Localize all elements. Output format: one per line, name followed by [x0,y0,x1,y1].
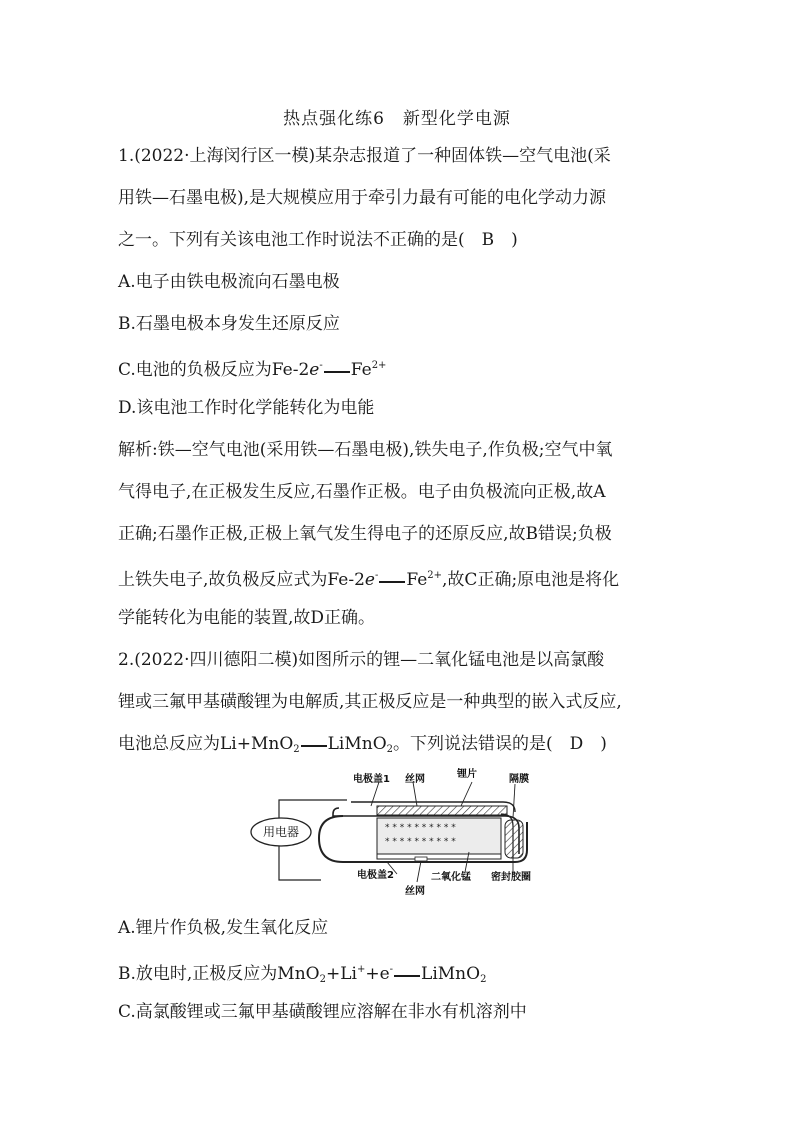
label-mesh-top: 丝网 [405,774,425,785]
q1-option-b: B.石墨电极本身发生还原反应 [118,314,340,334]
charge: - [319,360,323,371]
q2-option-b [118,958,688,992]
q1-stem-line3: 之一。下列有关该电池工作时说法不正确的是( B ) [118,230,518,250]
q1-analysis-line2: 气得电子,在正极发生反应,石墨作正极。电子由负极流向正极,故A [118,482,606,502]
q2-stem-line3 [118,732,688,762]
equals-sign [379,571,405,583]
equals-sign [394,965,420,977]
device-label: 用电器 [262,825,300,839]
charge: - [389,964,394,975]
charge: 2+ [427,570,443,581]
q2-option-c: C.高氯酸锂或三氟甲基磺酸锂应溶解在非水有机溶剂中 [118,1002,527,1022]
q1-analysis-line1: 解析:铁—空气电池(采用铁—石墨电极),铁失电子,作负极;空气中氧 [118,440,613,460]
lithium-sheet [377,806,507,815]
charge: 2+ [371,360,387,371]
stem-text: 电池总反应为Li+MnO [118,734,294,754]
leader-line [417,861,421,882]
electron-symbol: e [309,360,320,380]
subscript: 2 [293,744,300,755]
q1-option-c-text: C.电池的负极反应为Fe-2 [118,360,310,380]
leader-line [513,784,515,818]
charge: + [356,964,366,975]
analysis-text: ,故C正确;原电池是将化 [442,570,620,590]
label-li: 锂片 [457,769,477,780]
equals-sign [324,361,350,373]
q2-stem-line1: 2.(2022·四川德阳二模)如图所示的锂—二氧化锰电池是以高氯酸 [118,650,605,670]
formula: +e [365,964,390,984]
formula: +Li [325,964,357,984]
q1-stem-line2: 用铁—石墨电极),是大规模应用于牵引力最有可能的电化学动力源 [118,188,607,208]
label-mno2: 二氧化锰 [431,872,471,883]
subscript: 2 [386,744,394,755]
q1-stem-line1: 1.(2022·上海闵行区一模)某杂志报道了一种固体铁—空气电池(采 [118,146,611,166]
sealing-ring [505,820,523,858]
q2-stem-line2: 锂或三氟甲基磺酸锂为电解质,其正极反应是一种典型的嵌入式反应, [118,692,622,712]
stem-text: 。下列说法错误的是( D ) [393,734,607,754]
battery-diagram-svg [247,768,547,900]
subscript: 2 [480,974,487,985]
q1-analysis-line4 [118,564,688,592]
bottom-mesh-gap [415,857,427,861]
formula: LiMnO [421,964,481,984]
formula: LiMnO [327,734,387,754]
q1-option-d: D.该电池工作时化学能转化为电能 [118,398,375,418]
label-seal: 密封胶圈 [491,872,531,883]
label-mesh-bottom: 丝网 [405,886,425,897]
formula: Fe [350,360,372,380]
page-title: 热点强化练6 新型化学电源 [283,109,511,129]
label-cap2: 电极盖2 [357,870,394,881]
battery-diagram [247,768,547,900]
svg-text:* * * * * * * * * *: * * * * * * * * * * [385,823,456,833]
circuit-wire [247,774,333,808]
svg-text:* * * * * * * * * *: * * * * * * * * * * [385,837,456,847]
q1-option-a: A.电子由铁电极流向石墨电极 [118,272,340,292]
q1-analysis-line3: 正确;石墨作正极,正极上氧气发生得电子的还原反应,故B错误;负极 [118,524,612,544]
charge: - [374,570,379,581]
q2-option-a: A.锂片作负极,发生氧化反应 [118,918,329,938]
analysis-text: 上铁失电子,故负极反应式为Fe-2 [118,570,365,590]
electron-symbol: e [364,570,375,590]
label-cap1: 电极盖1 [353,774,390,785]
option-text: B.放电时,正极反应为MnO [118,964,320,984]
subscript: 2 [319,974,326,985]
formula: Fe [406,570,428,590]
q1-option-c [118,354,688,382]
equals-sign [301,735,327,747]
bottom-mesh [377,854,501,859]
q1-analysis-line5: 学能转化为电能的装置,故D正确。 [118,608,376,628]
label-separator: 隔膜 [509,774,529,785]
